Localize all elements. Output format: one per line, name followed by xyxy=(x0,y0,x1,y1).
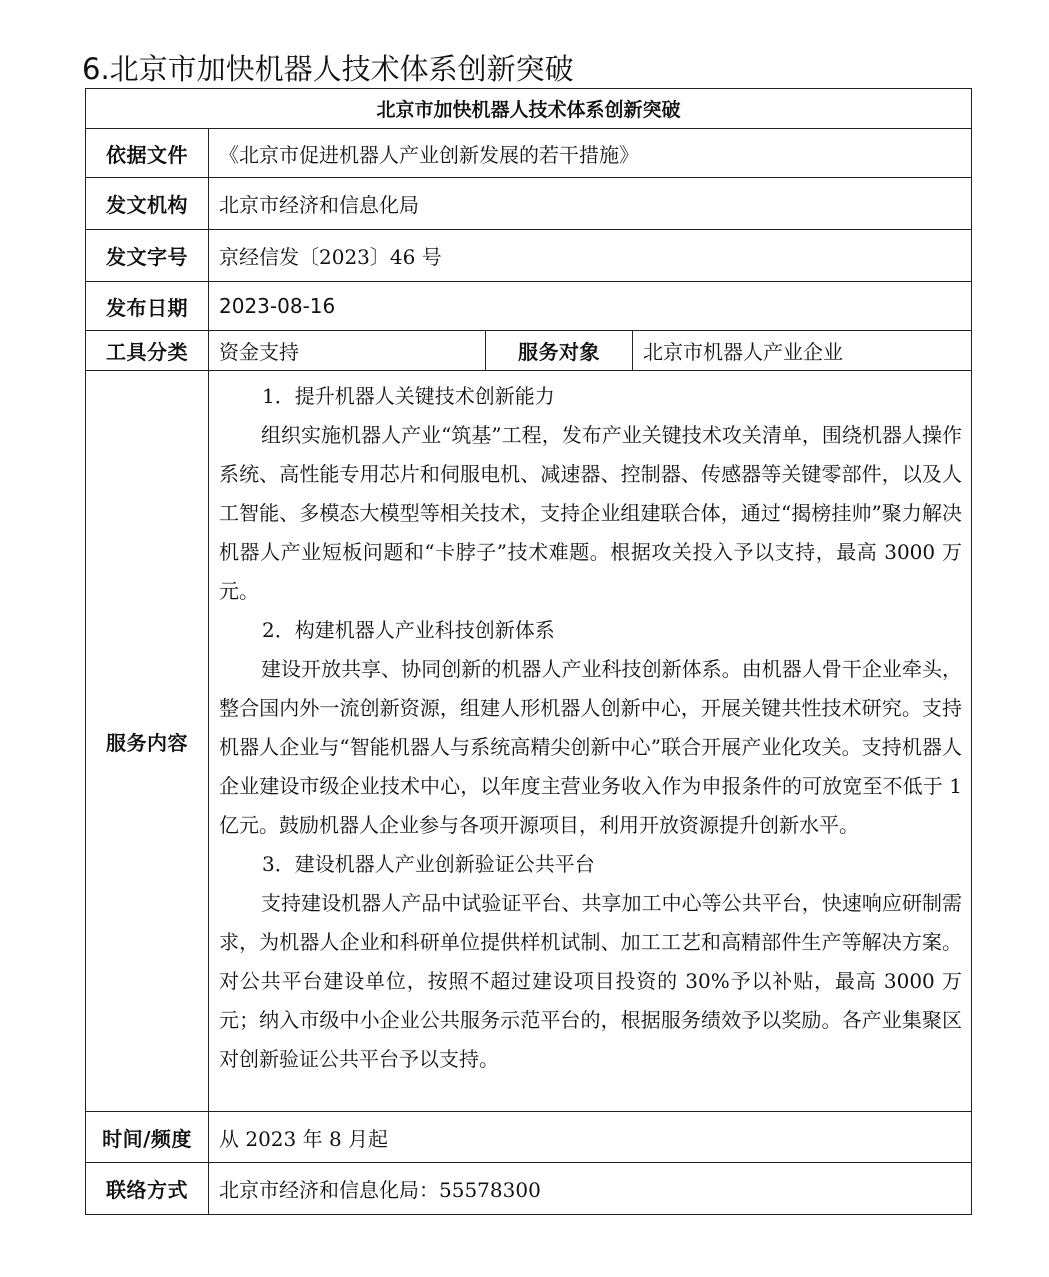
date-label: 发布日期 xyxy=(86,282,209,331)
section-3-body: 支持建设机器人产品中试验证平台、共享加工中心等公共平台，快速响应研制需求，为机器人企业和科研单位提供样机试制、加工工艺和高精部件生产等解决方案。对公共平台建设单位，按照不超过建设项目投资的 30%予以补贴，最高 3000 万元；纳入市级中小企业公共服务示范平台的，根据服务绩效予以奖励。各产业集聚区对创新验证公共平台予以支持。 xyxy=(219,891,963,1071)
target-value: 北京市机器人产业企业 xyxy=(633,331,972,371)
contact-value: 北京市经济和信息化局：55578300 xyxy=(209,1163,972,1215)
period-label: 时间/频度 xyxy=(86,1112,209,1163)
tool-label: 工具分类 xyxy=(86,331,209,371)
section-1-body: 组织实施机器人产业“筑基”工程，发布产业关键技术攻关清单，围绕机器人操作系统、高性能专用芯片和伺服电机、减速器、控制器、传感器等关键零部件，以及人工智能、多模态大模型等相关技术，支持企业组建联合体，通过“揭榜挂帅”聚力解决机器人产业短板问题和“卡脖子”技术难题。根据攻关投入予以支持，最高 3000 万元。 xyxy=(219,423,963,603)
content-body xyxy=(209,371,972,1112)
doc-number-label: 发文字号 xyxy=(86,230,209,282)
section-2-title: 2．构建机器人产业科技创新体系 xyxy=(262,618,555,642)
policy-table xyxy=(85,88,972,1215)
tool-value: 资金支持 xyxy=(209,331,486,371)
contact-label: 联络方式 xyxy=(86,1163,209,1215)
section-3-title: 3．建设机器人产业创新验证公共平台 xyxy=(262,852,595,876)
target-label: 服务对象 xyxy=(486,331,633,371)
issuer-label: 发文机构 xyxy=(86,178,209,230)
date-value: 2023-08-16 xyxy=(209,282,972,331)
content-label: 服务内容 xyxy=(86,371,209,1112)
page-heading: 6.北京市加快机器人技术体系创新突破 xyxy=(82,52,574,86)
doc-number-value: 京经信发〔2023〕46 号 xyxy=(209,230,972,282)
issuer-value: 北京市经济和信息化局 xyxy=(209,178,972,230)
basis-label: 依据文件 xyxy=(86,129,209,178)
table-title: 北京市加快机器人技术体系创新突破 xyxy=(86,89,972,129)
section-2-body: 建设开放共享、协同创新的机器人产业科技创新体系。由机器人骨干企业牵头，整合国内外一流创新资源，组建人形机器人创新中心，开展关键共性技术研究。支持机器人企业与“智能机器人与系统高精尖创新中心”联合开展产业化攻关。支持机器人企业建设市级企业技术中心，以年度主营业务收入作为申报条件的可放宽至不低于 1 亿元。鼓励机器人企业参与各项开源项目，利用开放资源提升创新水平。 xyxy=(219,657,963,837)
section-1-title: 1．提升机器人关键技术创新能力 xyxy=(262,384,555,408)
period-value: 从 2023 年 8 月起 xyxy=(209,1112,972,1163)
basis-value: 《北京市促进机器人产业创新发展的若干措施》 xyxy=(209,129,972,178)
